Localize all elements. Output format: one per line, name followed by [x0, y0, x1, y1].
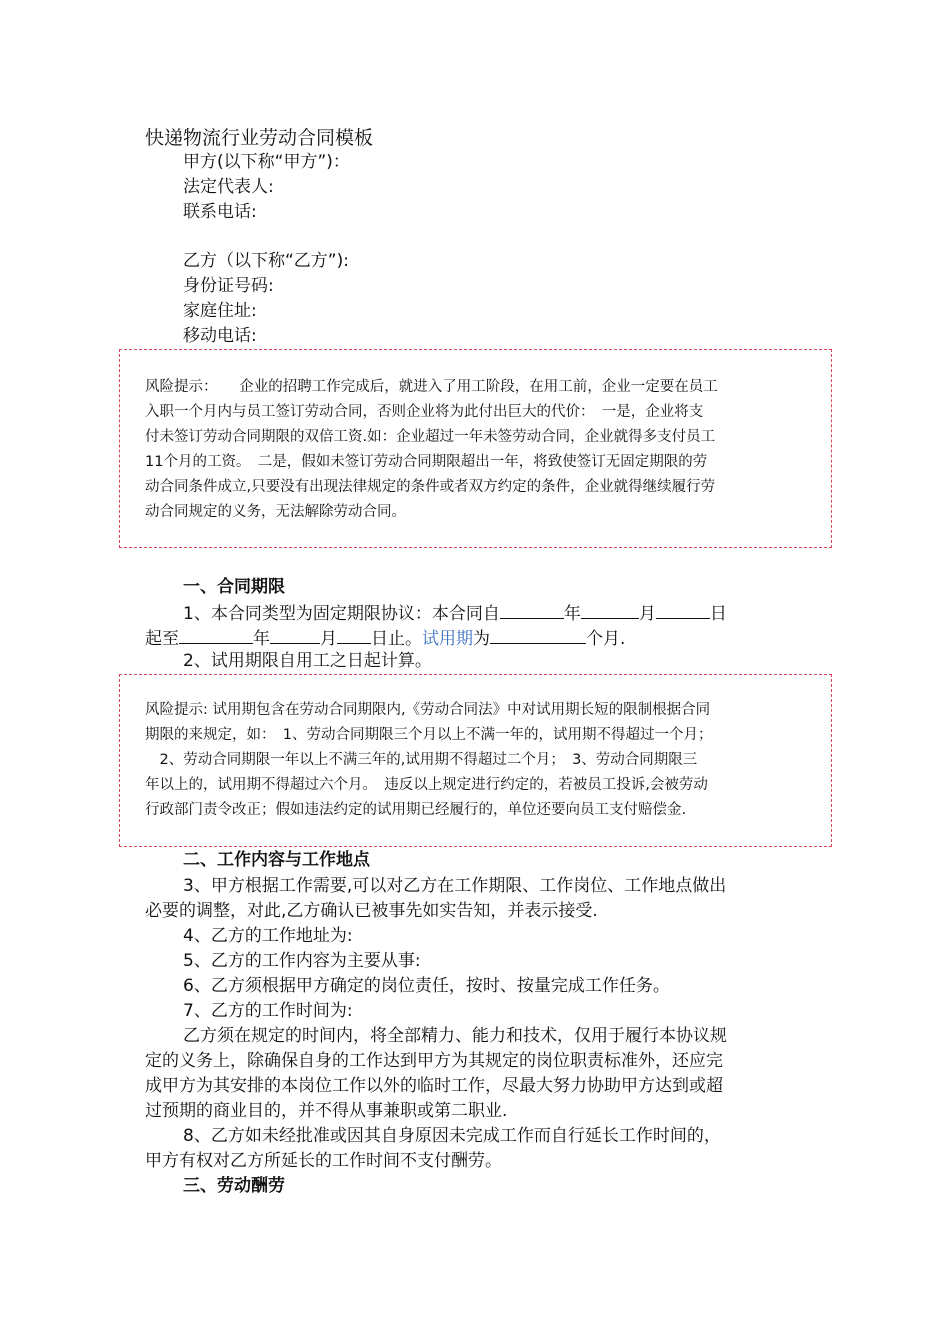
clause-3-line-2: 必要的调整，对此,乙方确认已被事先如实告知，并表示接受. — [145, 901, 598, 921]
clause-7-paragraph-line-3: 成甲方为其安排的本岗位工作以外的临时工作，尽最大努力协助甲方达到或超 — [145, 1076, 723, 1096]
section-heading-work-content: 二、工作内容与工作地点 — [183, 850, 370, 870]
start-day-blank[interactable] — [656, 599, 710, 619]
risk-tip-line: 11个月的工资。 二是，假如未签订劳动合同期限超出一年，将致使签订无固定期限的劳 — [145, 454, 708, 470]
party-b-name-label: 乙方（以下称“乙方”): — [183, 251, 349, 271]
probation-link[interactable]: 试用期 — [422, 629, 473, 649]
clause-7: 7、乙方的工作时间为: — [183, 1001, 353, 1021]
months-label: 个月. — [586, 629, 626, 649]
year-label: 年 — [563, 604, 581, 624]
clause-7-paragraph-line-4: 过预期的商业目的，并不得从事兼职或第二职业. — [145, 1101, 508, 1121]
from-label: 起至 — [145, 629, 179, 649]
party-b-mobile-label: 移动电话: — [183, 326, 257, 346]
clause-8-line-2: 甲方有权对乙方所延长的工作时间不支付酬劳。 — [145, 1151, 502, 1171]
end-label: 日止。 — [371, 629, 422, 649]
risk-tip-line: 行政部门责令改正；假如违法约定的试用期已经履行的，单位还要向员工支付赔偿金. — [145, 802, 687, 818]
document-title: 快递物流行业劳动合同模板 — [145, 127, 374, 149]
wei-label: 为 — [473, 629, 490, 649]
risk-tip-line: 入职一个月内与员工签订劳动合同，否则企业将为此付出巨大的代价： 一是，企业将支 — [145, 404, 704, 420]
section-heading-contract-term: 一、合同期限 — [183, 577, 285, 597]
clause-5: 5、乙方的工作内容为主要从事: — [183, 951, 421, 971]
start-year-blank[interactable] — [500, 599, 564, 619]
risk-tip-line: 风险提示： 企业的招聘工作完成后，就进入了用工阶段，在用工前，企业一定要在员工 — [145, 379, 718, 395]
end-month-blank[interactable] — [270, 624, 320, 644]
risk-tip-line: 年以上的，试用期不得超过六个月。 违反以上规定进行约定的，若被员工投诉,会被劳动 — [145, 777, 708, 793]
day-label: 日 — [709, 604, 727, 624]
clause-7-paragraph-line-1: 乙方须在规定的时间内，将全部精力、能力和技术，仅用于履行本协议规 — [183, 1026, 727, 1046]
risk-tip-line: 2、劳动合同期限一年以上不满三年的,试用期不得超过二个月； 3、劳动合同期限三 — [145, 752, 698, 768]
section-heading-remuneration: 三、劳动酬劳 — [183, 1176, 285, 1196]
risk-tip-line: 付未签订劳动合同期限的双倍工资.如：企业超过一年未签劳动合同，企业就得多支付员工 — [145, 429, 716, 445]
party-a-phone-label: 联系电话: — [183, 202, 257, 222]
clause-8-line-1: 8、乙方如未经批准或因其自身原因未完成工作而自行延长工作时间的， — [183, 1126, 721, 1146]
clause-1-line-2 — [145, 624, 625, 652]
probation-months-blank[interactable] — [490, 624, 586, 644]
month-label: 月 — [638, 604, 656, 624]
clause-1-line-1 — [183, 599, 727, 627]
clause-1-text: 1、本合同类型为固定期限协议：本合同自 — [183, 604, 500, 624]
clause-3-line-1: 3、甲方根据工作需要,可以对乙方在工作期限、工作岗位、工作地点做出 — [183, 876, 727, 896]
end-day-blank[interactable] — [337, 624, 371, 644]
risk-tip-line: 风险提示: 试用期包含在劳动合同期限内,《劳动合同法》中对试用期长短的限制根据合同 — [145, 702, 711, 718]
clause-4: 4、乙方的工作地址为: — [183, 926, 353, 946]
risk-tip-line: 期限的来规定，如： 1、劳动合同期限三个月以上不满一年的，试用期不得超过一个月； — [145, 727, 713, 743]
party-a-name-label: 甲方(以下称“甲方”)： — [183, 152, 350, 172]
end-year-blank[interactable] — [179, 624, 253, 644]
party-b-address-label: 家庭住址: — [183, 301, 257, 321]
risk-tip-line: 动合同规定的义务，无法解除劳动合同。 — [145, 504, 406, 520]
month-label: 月 — [320, 629, 337, 649]
party-a-legal-rep-label: 法定代表人: — [183, 177, 274, 197]
clause-7-paragraph-line-2: 定的义务上，除确保自身的工作达到甲方为其规定的岗位职责标准外，还应完 — [145, 1051, 723, 1071]
risk-tip-line: 动合同条件成立,只要没有出现法律规定的条件或者双方约定的条件，企业就得继续履行劳 — [145, 479, 716, 495]
party-b-id-label: 身份证号码: — [183, 276, 274, 296]
start-month-blank[interactable] — [581, 599, 639, 619]
clause-2: 2、试用期限自用工之日起计算。 — [183, 651, 432, 671]
year-label: 年 — [253, 629, 270, 649]
clause-6: 6、乙方须根据甲方确定的岗位责任，按时、按量完成工作任务。 — [183, 976, 670, 996]
